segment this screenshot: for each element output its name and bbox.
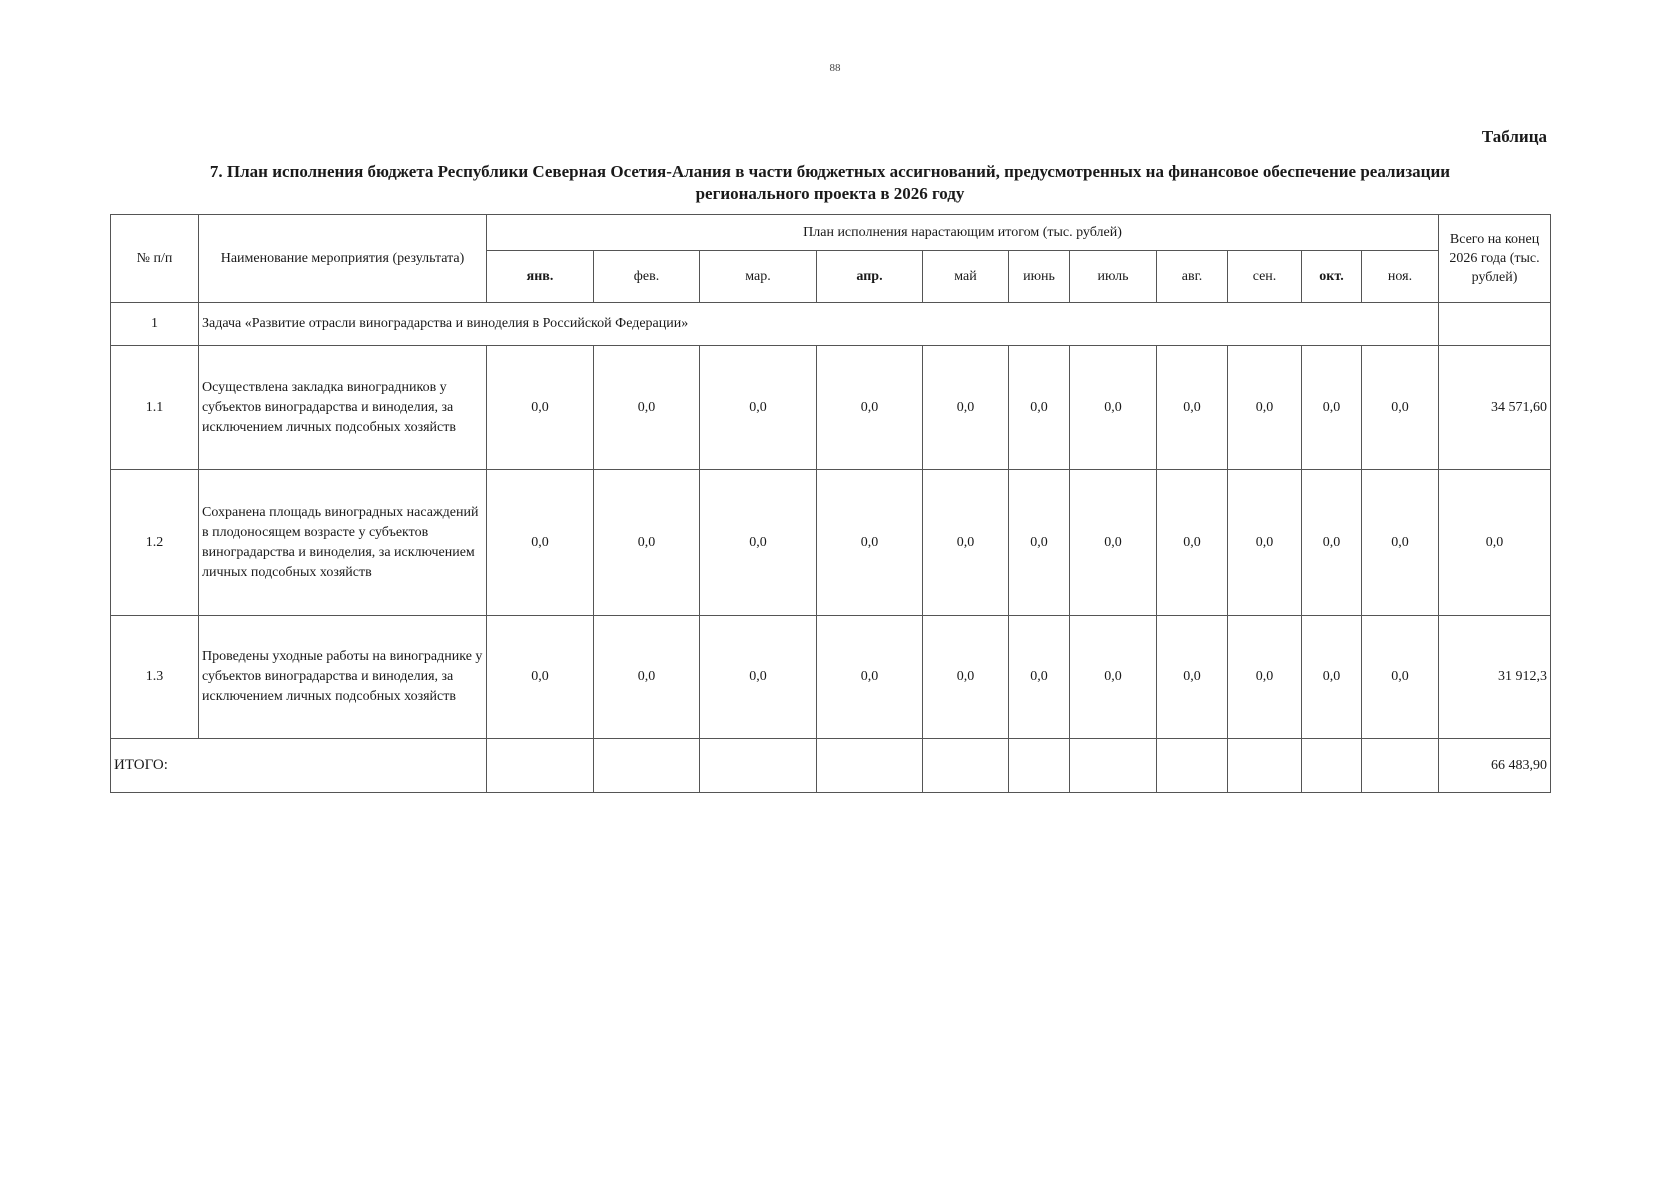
row-value: 0,0 xyxy=(1157,470,1228,616)
empty-cell xyxy=(1302,739,1362,793)
header-plan: План исполнения нарастающим итогом (тыс. рублей) xyxy=(487,215,1439,251)
row-value: 0,0 xyxy=(1157,616,1228,739)
row-value: 0,0 xyxy=(1009,616,1070,739)
row-value: 0,0 xyxy=(1302,346,1362,470)
empty-cell xyxy=(1228,739,1302,793)
row-value: 0,0 xyxy=(1362,616,1439,739)
row-value: 0,0 xyxy=(487,470,594,616)
month-header: окт. xyxy=(1302,251,1362,303)
row-value: 0,0 xyxy=(1009,346,1070,470)
empty-cell xyxy=(923,739,1009,793)
task-num: 1 xyxy=(111,303,199,346)
table-row xyxy=(111,470,1551,616)
month-header: янв. xyxy=(487,251,594,303)
row-value: 0,0 xyxy=(1157,346,1228,470)
row-value: 0,0 xyxy=(594,470,700,616)
row-value: 0,0 xyxy=(1228,346,1302,470)
header-num: № п/п xyxy=(111,215,199,303)
empty-cell xyxy=(1362,739,1439,793)
row-value: 0,0 xyxy=(923,616,1009,739)
month-header: ноя. xyxy=(1362,251,1439,303)
row-value: 0,0 xyxy=(923,470,1009,616)
empty-cell xyxy=(487,739,594,793)
page-number: 88 xyxy=(829,62,841,74)
row-name: Сохранена площадь виноградных насаждений в плодоносящем возрасте у субъектов виноградарства и виноделия, за исключением личных подсобных хозяйств xyxy=(199,470,487,616)
row-value: 0,0 xyxy=(817,346,923,470)
empty-cell xyxy=(817,739,923,793)
row-value: 0,0 xyxy=(1362,346,1439,470)
task-row xyxy=(111,303,1551,346)
task-total-cell xyxy=(1439,303,1551,346)
total-row xyxy=(111,739,1551,793)
empty-cell xyxy=(1157,739,1228,793)
row-value: 0,0 xyxy=(1362,470,1439,616)
total-value: 66 483,90 xyxy=(1439,739,1551,793)
row-value: 0,0 xyxy=(594,616,700,739)
row-value: 0,0 xyxy=(700,346,817,470)
month-header: май xyxy=(923,251,1009,303)
empty-cell xyxy=(700,739,817,793)
row-value: 0,0 xyxy=(1302,470,1362,616)
document-title xyxy=(110,161,1550,205)
row-value: 0,0 xyxy=(1228,470,1302,616)
table-row xyxy=(111,346,1551,470)
row-value: 0,0 xyxy=(594,346,700,470)
empty-cell xyxy=(594,739,700,793)
row-value: 0,0 xyxy=(817,616,923,739)
row-num: 1.2 xyxy=(111,470,199,616)
row-value: 0,0 xyxy=(1070,616,1157,739)
month-header: апр. xyxy=(817,251,923,303)
empty-cell xyxy=(1070,739,1157,793)
header-name: Наименование мероприятия (результата) xyxy=(199,215,487,303)
month-header: июнь xyxy=(1009,251,1070,303)
header-total: Всего на конец 2026 года (тыс. рублей) xyxy=(1439,215,1551,303)
row-value: 0,0 xyxy=(700,616,817,739)
row-value: 0,0 xyxy=(487,616,594,739)
row-name: Осуществлена закладка виноградников у субъектов виноградарства и виноделия, за исключением личных подсобных хозяйств xyxy=(199,346,487,470)
row-value: 0,0 xyxy=(1302,616,1362,739)
row-value: 0,0 xyxy=(1228,616,1302,739)
title-line-2: регионального проекта в 2026 году xyxy=(695,184,965,203)
row-value: 0,0 xyxy=(817,470,923,616)
row-total: 34 571,60 xyxy=(1439,346,1551,470)
row-total: 31 912,3 xyxy=(1439,616,1551,739)
row-name: Проведены уходные работы на винограднике у субъектов виноградарства и виноделия, за исключением личных подсобных хозяйств xyxy=(199,616,487,739)
table-row xyxy=(111,616,1551,739)
month-header: июль xyxy=(1070,251,1157,303)
month-header: авг. xyxy=(1157,251,1228,303)
budget-table xyxy=(110,214,1551,793)
row-num: 1.1 xyxy=(111,346,199,470)
month-header: фев. xyxy=(594,251,700,303)
table-label: Таблица xyxy=(1481,127,1547,146)
month-header: мар. xyxy=(700,251,817,303)
row-value: 0,0 xyxy=(700,470,817,616)
row-total: 0,0 xyxy=(1439,470,1551,616)
row-value: 0,0 xyxy=(923,346,1009,470)
row-value: 0,0 xyxy=(1070,346,1157,470)
row-num: 1.3 xyxy=(111,616,199,739)
row-value: 0,0 xyxy=(487,346,594,470)
title-line-1: 7. План исполнения бюджета Республики Северная Осетия-Алания в части бюджетных ассигнований, предусмотренных на финансовое обеспечение реализации xyxy=(209,162,1451,181)
empty-cell xyxy=(1009,739,1070,793)
month-header: сен. xyxy=(1228,251,1302,303)
row-value: 0,0 xyxy=(1009,470,1070,616)
task-title: Задача «Развитие отрасли виноградарства и виноделия в Российской Федерации» xyxy=(199,303,1439,346)
row-value: 0,0 xyxy=(1070,470,1157,616)
total-label: ИТОГО: xyxy=(111,739,487,793)
